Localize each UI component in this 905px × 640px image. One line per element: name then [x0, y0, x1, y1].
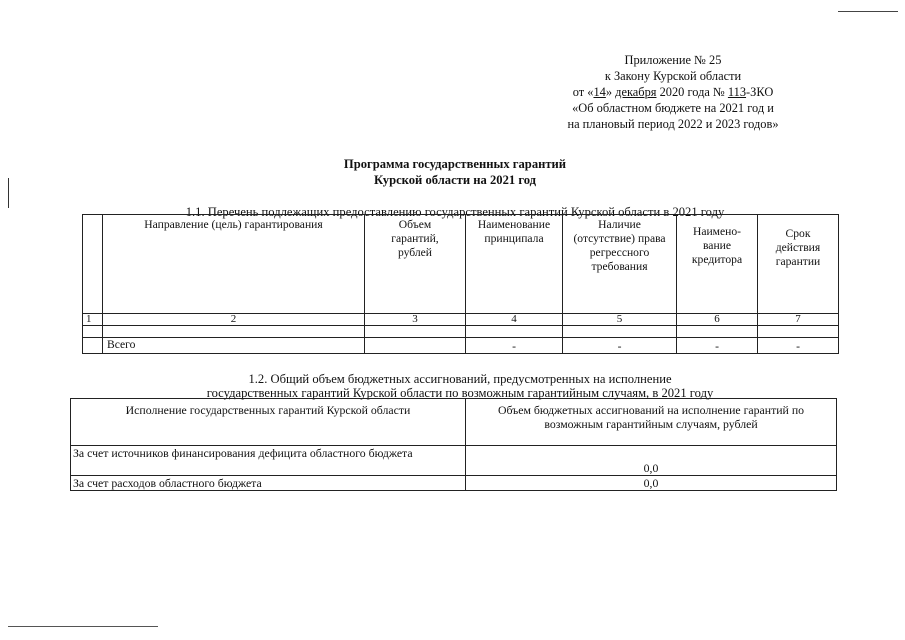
row-label: За счет источников финансирования дефицита областного бюджета	[71, 446, 466, 476]
scan-artifact-line	[838, 11, 898, 12]
title-line: Курской области на 2021 год	[373, 173, 537, 187]
total-row	[83, 338, 839, 354]
table-row	[71, 476, 837, 491]
date-mid: »	[605, 85, 616, 99]
table-header-row	[71, 399, 837, 446]
column-number: 7	[758, 314, 839, 326]
appendix-date-line	[538, 84, 808, 100]
appendix-line: «Об областном бюджете на 2021 год и	[572, 101, 774, 115]
column-header	[83, 215, 103, 314]
total-value-text: -	[796, 340, 800, 353]
column-header: Срок действия гарантии	[758, 215, 839, 314]
column-header: Исполнение государственных гарантий Курской области	[71, 399, 466, 446]
column-number: 2	[103, 314, 365, 326]
row-value: 0,0	[466, 446, 837, 476]
table-header-row	[83, 215, 839, 314]
document-title	[260, 156, 650, 188]
total-value	[365, 338, 466, 354]
guarantees-table	[82, 214, 839, 354]
law-number: 113	[727, 85, 747, 99]
table-row	[71, 446, 837, 476]
section2-heading	[120, 372, 800, 400]
total-label: Всего	[103, 338, 365, 354]
column-header: Наименование принципала	[466, 215, 563, 314]
column-number: 3	[365, 314, 466, 326]
column-header: Наимено-вание кредитора	[677, 215, 758, 314]
date-year: 2020 года №	[656, 85, 728, 99]
total-value	[758, 338, 839, 354]
scan-artifact-mark	[8, 178, 9, 208]
column-header: Наличие (отсутствие) права регрессного требования	[563, 215, 677, 314]
section1-heading: 1.1. Перечень подлежащих предоставлению государственных гарантий Курской области в 2021 году	[185, 205, 725, 219]
column-header: Направление (цель) гарантирования	[103, 215, 365, 314]
appropriations-table	[70, 398, 837, 491]
appendix-block	[538, 52, 808, 132]
column-header: Объем гарантий, рублей	[365, 215, 466, 314]
scan-artifact-line	[8, 626, 158, 627]
date-prefix: от «	[572, 85, 594, 99]
date-day: 14	[593, 85, 606, 99]
column-number: 4	[466, 314, 563, 326]
section2-heading-line: государственных гарантий Курской области по возможным гарантийным случаям, в 2021 году	[206, 386, 714, 400]
law-suffix: -ЗКО	[746, 85, 774, 99]
date-month: декабря	[615, 85, 657, 99]
column-number: 6	[677, 314, 758, 326]
total-value: -	[563, 338, 677, 354]
table-row	[83, 326, 839, 338]
title-line: Программа государственных гарантий	[343, 157, 567, 171]
total-value: -	[466, 338, 563, 354]
row-label: За счет расходов областного бюджета	[71, 476, 466, 491]
appendix-line: Приложение № 25	[624, 53, 722, 67]
appendix-line: на плановый период 2022 и 2023 годов»	[567, 117, 779, 131]
column-header: Объем бюджетных ассигнований на исполнение гарантий по возможным гарантийным случаям, рублей	[466, 399, 837, 446]
column-numbers-row	[83, 314, 839, 326]
column-number: 5	[563, 314, 677, 326]
column-number: 1	[83, 314, 103, 326]
appendix-line: к Закону Курской области	[604, 69, 742, 83]
row-value: 0,0	[466, 476, 837, 491]
section2-heading-line: 1.2. Общий объем бюджетных ассигнований, предусмотренных на исполнение	[248, 372, 672, 386]
total-value: -	[677, 338, 758, 354]
